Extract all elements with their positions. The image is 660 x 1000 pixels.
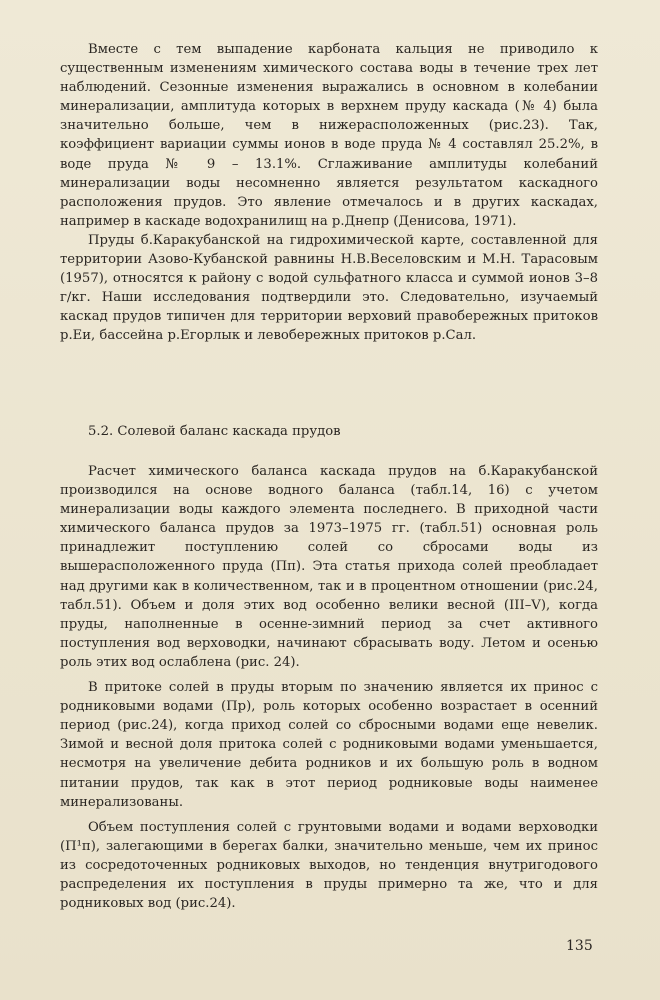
paragraph-4: В притоке солей в пруды вторым по значению является их принос с родниковыми водами (Пр), роль которых особенно возрастает в осенний период (рис.24), когда приход солей со сбросными водами еще невелик. Зимой и весной доля притока солей с родниковыми водами уменьшается, несмотря на увеличение дебита родников и их большую роль в водном питании прудов, так как в этот период родниковые воды наименее минерализованы. xyxy=(60,680,598,810)
text-block-bottom xyxy=(60,462,598,913)
paragraph-3: Расчет химического баланса каскада прудов на б.Каракубанской производился на основе водного баланса (табл.14, 16) с учетом минерализации воды каждого элемента последнего. В приходной части химического баланса прудов за 1973–1975 гг. (табл.51) основная роль принадлежит поступлению солей со сбросами воды из вышерасположенного пруда (Пп). Эта статья прихода солей преобладает над другими как в количественном, так и в процентном отношении (рис.24, табл.51). Объем и доля этих вод особенно велики весной (III–V), когда пруды, наполненные в осенне-зимний период за счет активного поступления вод верховодки, начинают сбрасывать воду. Летом и осенью роль этих вод ослаблена (рис. 24). xyxy=(60,464,598,670)
section-heading: 5.2. Солевой баланс каскада прудов xyxy=(88,424,341,439)
paragraph-5: Объем поступления солей с грунтовыми водами и водами верховодки (П¹п), залегающими в берегах балки, значительно меньше, чем их принос из сосредоточенных родниковых выходов, но тенденция внутригодового распределения их поступления в пруды примерно та же, что и для родниковых вод (рис.24). xyxy=(60,819,598,912)
page-number: 135 xyxy=(566,938,593,954)
paragraph-2: Пруды б.Каракубанской на гидрохимической карте, составленной для территории Азово-Кубанской равнины Н.В.Веселовским и М.Н. Тарасовым (1957), относятся к району с водой сульфатного класса и суммой ионов 3–8 г/кг. Наши исследования подтвердили это. Следовательно, изучаемый каскад прудов типичен для территории верховий правобережных притоков р.Еи, бассейна р.Егорлык и левобережных притоков р.Сал. xyxy=(60,232,598,344)
paragraph-1: Вместе с тем выпадение карбоната кальция не приводило к существенным изменениям химического состава воды в течение трех лет наблюдений. Сезонные изменения выражались в основном в колебании минерализации, амплитуда которых в верхнем пруду каскада (№ 4) была значительно больше, чем в нижерасположенных (рис.23). Так, коэффициент вариации суммы ионов в воде пруда № 4 составлял 25.2%, в воде пруда № 9 – 13.1%. Сглаживание амплитуды колебаний минерализации воды несомненно является результатом каскадного расположения прудов. Это явление отмечалось и в других каскадах, например в каскаде водохранилищ на р.Днепр (Денисова, 1971). xyxy=(60,42,598,229)
text-block-top xyxy=(60,40,598,346)
